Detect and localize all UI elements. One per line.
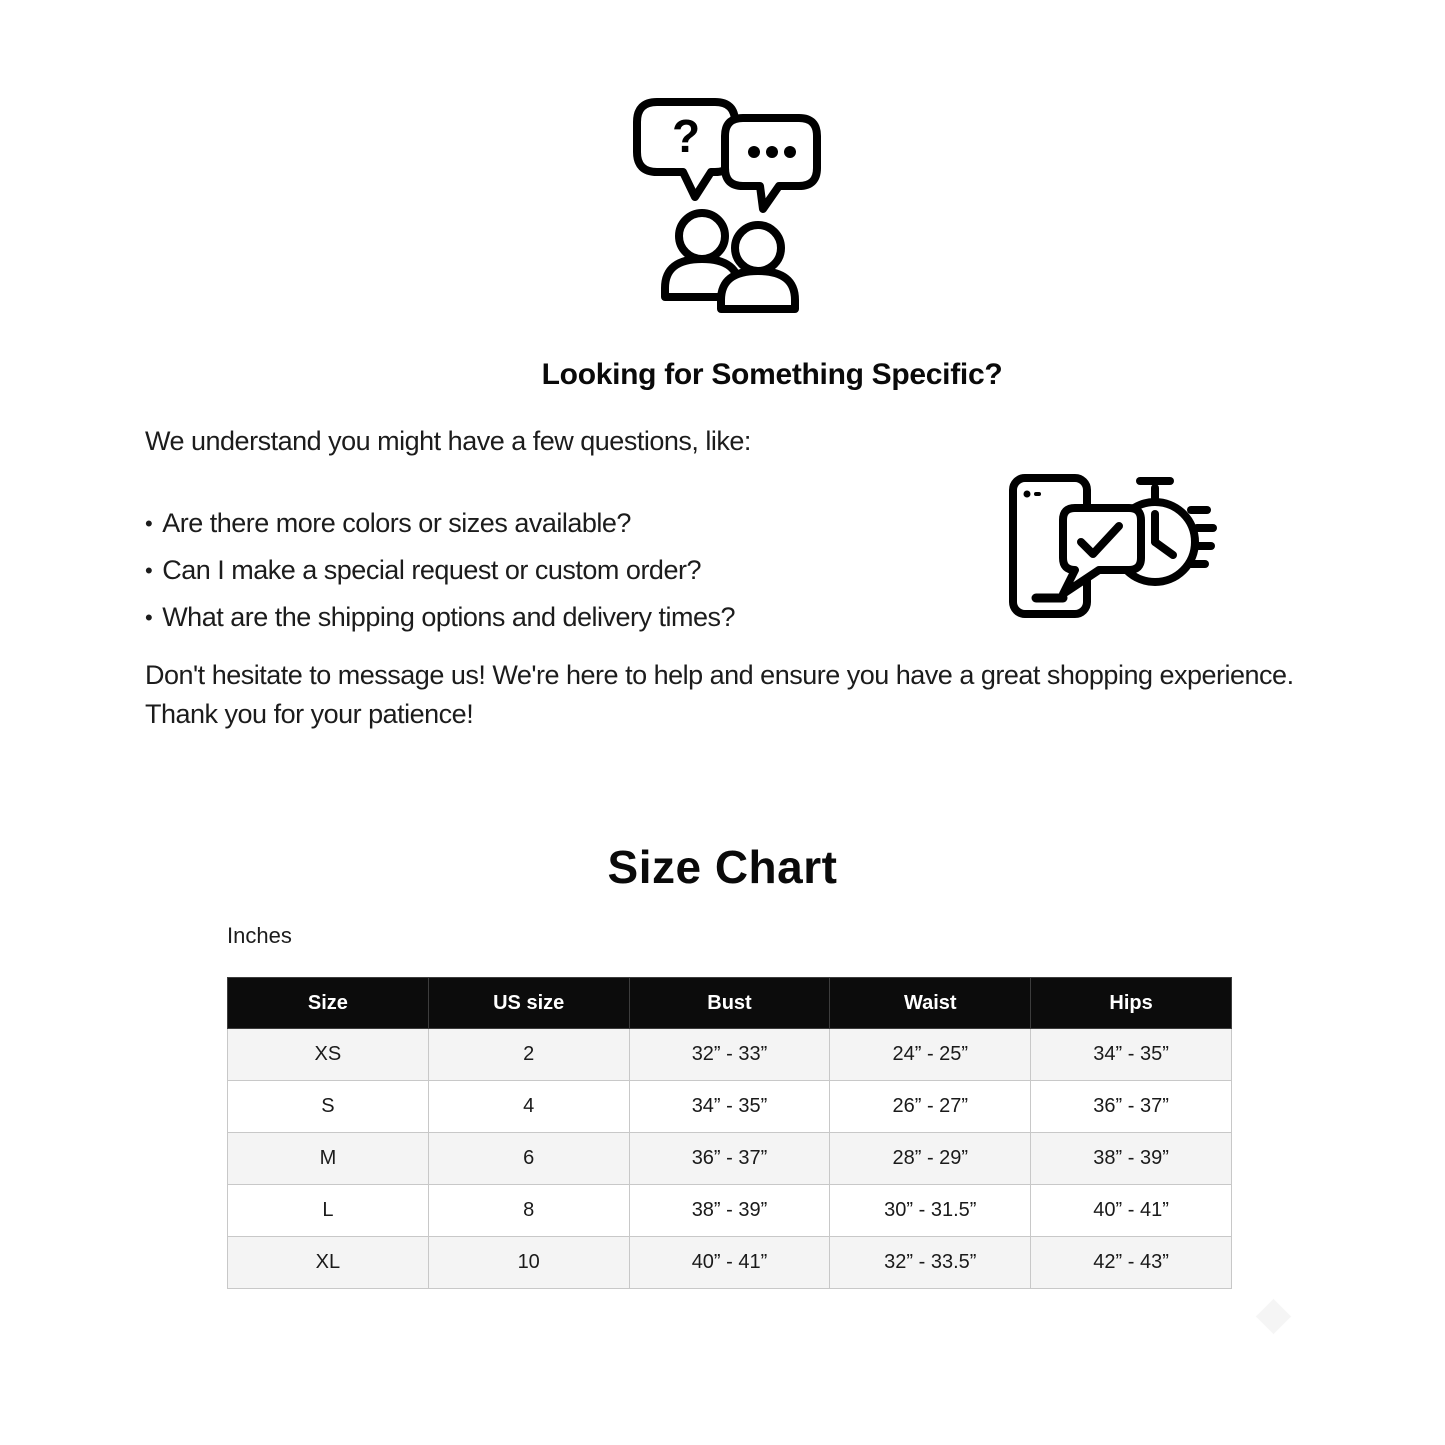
column-header-us-size: US size [428, 978, 629, 1029]
cell-waist: 28” - 29” [830, 1133, 1031, 1185]
person-head-icon [679, 213, 725, 259]
bullet-item [145, 547, 1045, 594]
cell-size: L [228, 1185, 429, 1237]
table-row-xs [228, 1029, 1232, 1081]
cell-waist: 24” - 25” [830, 1029, 1031, 1081]
cell-waist: 26” - 27” [830, 1081, 1031, 1133]
cell-hips: 38” - 39” [1031, 1133, 1232, 1185]
dot-icon [766, 146, 778, 158]
cell-size: M [228, 1133, 429, 1185]
cell-waist: 32” - 33.5” [830, 1237, 1031, 1289]
cell-us-size: 8 [428, 1185, 629, 1237]
cell-size: XS [228, 1029, 429, 1081]
column-header-hips: Hips [1031, 978, 1232, 1029]
cell-hips: 40” - 41” [1031, 1185, 1232, 1237]
bullet-item [145, 500, 1045, 547]
bullet-marker: • [145, 605, 153, 630]
chat-people-icon [627, 96, 827, 314]
size-chart-title: Size Chart [607, 841, 838, 893]
support-closing-text: Don't hesitate to message us! We're here to help and ensure you have a great shopping experience. Thank you for your patience! [145, 660, 1294, 729]
support-heading: Looking for Something Specific? [541, 358, 1003, 391]
bullet-text: Are there more colors or sizes available? [162, 508, 631, 538]
watermark-shape [1256, 1299, 1291, 1334]
column-header-size: Size [228, 978, 429, 1029]
column-header-bust: Bust [629, 978, 830, 1029]
cell-size: XL [228, 1237, 429, 1289]
cell-us-size: 6 [428, 1133, 629, 1185]
bullet-item [145, 594, 1045, 641]
person-body-icon [721, 271, 795, 309]
person-head-icon [735, 225, 781, 271]
cell-bust: 38” - 39” [629, 1185, 830, 1237]
cell-bust: 34” - 35” [629, 1081, 830, 1133]
table-row-m [228, 1133, 1232, 1185]
cell-bust: 32” - 33” [629, 1029, 830, 1081]
column-header-waist: Waist [830, 978, 1031, 1029]
cell-bust: 36” - 37” [629, 1133, 830, 1185]
table-row-s [228, 1081, 1232, 1133]
cell-hips: 34” - 35” [1031, 1029, 1232, 1081]
dot-icon [748, 146, 760, 158]
units-label: Inches [227, 923, 292, 948]
cell-us-size: 10 [428, 1237, 629, 1289]
cell-us-size: 4 [428, 1081, 629, 1133]
table-row-l [228, 1185, 1232, 1237]
bullet-text: Can I make a special request or custom order? [162, 555, 701, 585]
cell-waist: 30” - 31.5” [830, 1185, 1031, 1237]
dot-icon [784, 146, 796, 158]
cell-hips: 36” - 37” [1031, 1081, 1232, 1133]
table-row-xl [228, 1237, 1232, 1289]
bullet-marker: • [145, 511, 153, 536]
check-bubble-icon [1063, 508, 1141, 594]
cell-us-size: 2 [428, 1029, 629, 1081]
cell-bust: 40” - 41” [629, 1237, 830, 1289]
table-header-row [228, 978, 1232, 1029]
fast-reply-phone-timer-icon [1003, 466, 1217, 626]
bullet-marker: • [145, 558, 153, 583]
bullet-text: What are the shipping options and delivery times? [162, 602, 736, 632]
cell-size: S [228, 1081, 429, 1133]
size-chart-table [227, 977, 1232, 1289]
support-intro-text: We understand you might have a few questions, like: [145, 426, 751, 456]
cell-hips: 42” - 43” [1031, 1237, 1232, 1289]
question-mark-glyph: ? [671, 110, 701, 162]
phone-camera-dot-icon [1024, 491, 1031, 498]
dots-bubble-icon [725, 118, 817, 209]
support-bullet-list [145, 500, 1045, 641]
